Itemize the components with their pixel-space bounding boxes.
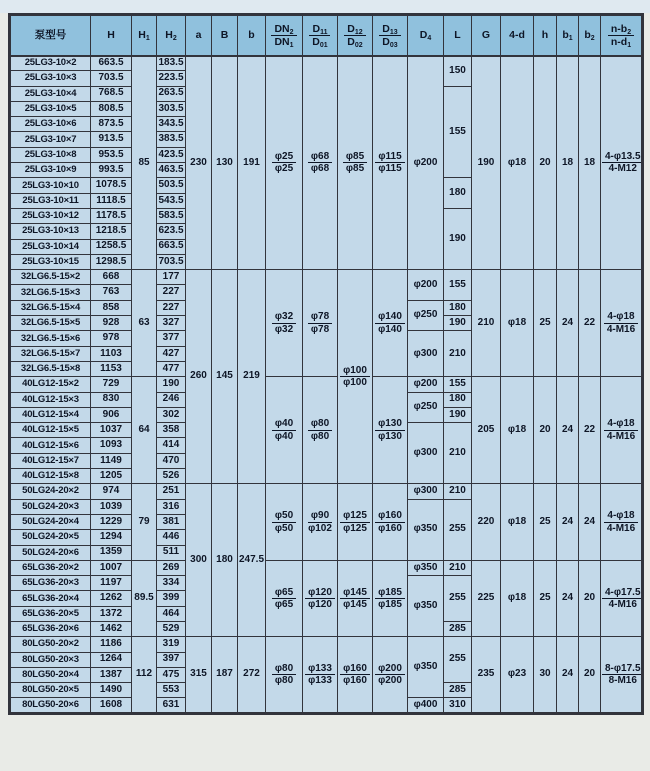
pump-model-cell: 25LG3-10×9 bbox=[10, 163, 91, 178]
spec-value-cell: 1103 bbox=[91, 346, 132, 361]
pump-model-cell: 25LG3-10×4 bbox=[10, 86, 91, 101]
pump-model-cell: 25LG3-10×15 bbox=[10, 254, 91, 269]
spec-value-cell: 155 bbox=[444, 86, 472, 178]
pump-model-cell: 65LG36-20×4 bbox=[10, 591, 91, 606]
pump-model-cell: 65LG36-20×5 bbox=[10, 606, 91, 621]
spec-value-cell: 334 bbox=[157, 576, 186, 591]
pump-model-cell: 32LG6.5-15×4 bbox=[10, 300, 91, 315]
spec-value-cell: 427 bbox=[157, 346, 186, 361]
spec-value-cell: 953.5 bbox=[91, 147, 132, 162]
spec-value-cell: 85 bbox=[132, 56, 157, 270]
spec-value-cell: $\frac{\varphi 65}{\varphi 65}$ bbox=[266, 560, 303, 636]
spec-value-cell: 255 bbox=[444, 499, 472, 560]
spec-value-cell: 1490 bbox=[91, 683, 132, 698]
pump-model-cell: 80LG50-20×4 bbox=[10, 667, 91, 682]
spec-value-cell: 631 bbox=[157, 698, 186, 713]
spec-value-cell: φ300 bbox=[408, 423, 444, 484]
spec-value-cell: 583.5 bbox=[157, 208, 186, 223]
spec-value-cell: 808.5 bbox=[91, 101, 132, 116]
spec-value-cell: 1372 bbox=[91, 606, 132, 621]
pump-spec-table bbox=[8, 13, 644, 715]
table-row bbox=[10, 484, 643, 499]
spec-value-cell: 526 bbox=[157, 469, 186, 484]
pump-model-cell: 80LG50-20×5 bbox=[10, 683, 91, 698]
spec-value-cell: 1608 bbox=[91, 698, 132, 713]
spec-value-cell: 993.5 bbox=[91, 163, 132, 178]
pump-model-cell: 50LG24-20×5 bbox=[10, 530, 91, 545]
spec-value-cell: 260 bbox=[186, 270, 212, 484]
spec-value-cell: 768.5 bbox=[91, 86, 132, 101]
pump-model-cell: 80LG50-20×2 bbox=[10, 637, 91, 652]
pump-model-cell: 25LG3-10×6 bbox=[10, 117, 91, 132]
spec-value-cell: $\frac{\varphi 185}{\varphi 185}$ bbox=[373, 560, 408, 636]
pump-model-cell: 32LG6.5-15×6 bbox=[10, 331, 91, 346]
spec-value-cell: 1262 bbox=[91, 591, 132, 606]
spec-value-cell: 227 bbox=[157, 300, 186, 315]
spec-value-cell: 230 bbox=[186, 56, 212, 270]
spec-value-cell: 190 bbox=[472, 56, 501, 270]
spec-value-cell: 251 bbox=[157, 484, 186, 499]
spec-value-cell: φ350 bbox=[408, 637, 444, 698]
table-row bbox=[10, 560, 643, 575]
spec-value-cell: φ18 bbox=[501, 270, 534, 377]
spec-value-cell: $\frac{\varphi 80}{\varphi 80}$ bbox=[266, 637, 303, 713]
spec-value-cell: 1037 bbox=[91, 423, 132, 438]
pump-model-cell: 25LG3-10×3 bbox=[10, 71, 91, 86]
pump-model-cell: 80LG50-20×3 bbox=[10, 652, 91, 667]
spec-value-cell: 22 bbox=[579, 270, 601, 377]
spec-value-cell: 20 bbox=[579, 560, 601, 636]
pump-model-cell: 32LG6.5-15×8 bbox=[10, 361, 91, 376]
pump-model-cell: 25LG3-10×14 bbox=[10, 239, 91, 254]
column-header-16: $b_1$ bbox=[557, 15, 579, 56]
spec-value-cell: 668 bbox=[91, 270, 132, 285]
spec-value-cell: $\frac{\varphi 160}{\varphi 160}$ bbox=[373, 484, 408, 560]
spec-value-cell: 246 bbox=[157, 392, 186, 407]
pump-model-cell: 25LG3-10×10 bbox=[10, 178, 91, 193]
spec-value-cell: 219 bbox=[238, 270, 266, 484]
spec-value-cell: $\frac{4-\varphi 13.5}{4-M12}$ bbox=[601, 56, 643, 270]
spec-value-cell: 1294 bbox=[91, 530, 132, 545]
spec-value-cell: 663.5 bbox=[157, 239, 186, 254]
spec-value-cell: 1205 bbox=[91, 469, 132, 484]
spec-value-cell: φ300 bbox=[408, 331, 444, 377]
spec-value-cell: $\frac{\varphi 25}{\varphi 25}$ bbox=[266, 56, 303, 270]
column-header-2: $H_1$ bbox=[132, 15, 157, 56]
spec-value-cell: 24 bbox=[557, 560, 579, 636]
column-header-1: H bbox=[91, 15, 132, 56]
spec-value-cell: 255 bbox=[444, 576, 472, 622]
spec-value-cell: 25 bbox=[534, 270, 557, 377]
spec-value-cell: 414 bbox=[157, 438, 186, 453]
spec-value-cell: $\frac{\varphi 85}{\varphi 85}$ bbox=[338, 56, 373, 270]
spec-value-cell: 703.5 bbox=[157, 254, 186, 269]
spec-value-cell: 30 bbox=[534, 637, 557, 713]
pump-model-cell: 40LG12-15×7 bbox=[10, 453, 91, 468]
spec-value-cell: 327 bbox=[157, 316, 186, 331]
spec-value-cell: 974 bbox=[91, 484, 132, 499]
column-header-6: b bbox=[238, 15, 266, 56]
column-header-8: $\frac{D_{11}}{D_{01}}$ bbox=[303, 15, 338, 56]
pump-model-cell: 32LG6.5-15×5 bbox=[10, 316, 91, 331]
spec-value-cell: $\frac{\varphi 133}{\varphi 133}$ bbox=[303, 637, 338, 713]
spec-value-cell: φ350 bbox=[408, 576, 444, 637]
spec-value-cell: 177 bbox=[157, 270, 186, 285]
spec-value-cell: $\frac{\varphi 140}{\varphi 140}$ bbox=[373, 270, 408, 377]
spec-value-cell: 906 bbox=[91, 407, 132, 422]
spec-value-cell: φ250 bbox=[408, 300, 444, 331]
spec-value-cell: 18 bbox=[557, 56, 579, 270]
spec-value-cell: 913.5 bbox=[91, 132, 132, 147]
table-row bbox=[10, 377, 643, 392]
spec-value-cell: 1178.5 bbox=[91, 208, 132, 223]
spec-value-cell: $\frac{4-\varphi 18}{4-M16}$ bbox=[601, 270, 643, 377]
column-header-14: 4-d bbox=[501, 15, 534, 56]
pump-model-cell: 40LG12-15×5 bbox=[10, 423, 91, 438]
spec-value-cell: 623.5 bbox=[157, 224, 186, 239]
spec-value-cell: 423.5 bbox=[157, 147, 186, 162]
spec-value-cell: 1153 bbox=[91, 361, 132, 376]
spec-value-cell: 1197 bbox=[91, 576, 132, 591]
spec-value-cell: 24 bbox=[557, 270, 579, 377]
table-row bbox=[10, 270, 643, 285]
spec-value-cell: 477 bbox=[157, 361, 186, 376]
spec-value-cell: 150 bbox=[444, 56, 472, 87]
spec-value-cell: 830 bbox=[91, 392, 132, 407]
spec-value-cell: 210 bbox=[444, 331, 472, 377]
spec-value-cell: φ350 bbox=[408, 499, 444, 560]
pump-model-cell: 25LG3-10×2 bbox=[10, 56, 91, 71]
spec-value-cell: 1298.5 bbox=[91, 254, 132, 269]
pump-model-cell: 80LG50-20×6 bbox=[10, 698, 91, 713]
spec-value-cell: 220 bbox=[472, 484, 501, 560]
spec-value-cell: $\frac{\varphi 68}{\varphi 68}$ bbox=[303, 56, 338, 270]
spec-value-cell: 446 bbox=[157, 530, 186, 545]
spec-value-cell: 1264 bbox=[91, 652, 132, 667]
spec-value-cell: 247.5 bbox=[238, 484, 266, 637]
table-row bbox=[10, 56, 643, 71]
spec-value-cell: 64 bbox=[132, 377, 157, 484]
column-header-18: $\frac{n-b_2}{n-d_1}$ bbox=[601, 15, 643, 56]
pump-model-cell: 65LG36-20×6 bbox=[10, 621, 91, 636]
spec-value-cell: $\frac{\varphi 120}{\varphi 120}$ bbox=[303, 560, 338, 636]
column-header-12: L bbox=[444, 15, 472, 56]
spec-value-cell: 180 bbox=[444, 392, 472, 407]
spec-value-cell: 1078.5 bbox=[91, 178, 132, 193]
spec-value-cell: $\frac{\varphi 32}{\varphi 32}$ bbox=[266, 270, 303, 377]
pump-model-cell: 40LG12-15×2 bbox=[10, 377, 91, 392]
page-top-margin bbox=[0, 0, 650, 13]
spec-value-cell: 272 bbox=[238, 637, 266, 713]
spec-value-cell: $\frac{\varphi 115}{\varphi 115}$ bbox=[373, 56, 408, 270]
spec-value-cell: 300 bbox=[186, 484, 212, 637]
spec-value-cell: 155 bbox=[444, 270, 472, 301]
table-row bbox=[10, 637, 643, 652]
spec-value-cell: 383.5 bbox=[157, 132, 186, 147]
spec-value-cell: 187 bbox=[212, 637, 238, 713]
pump-model-cell: 25LG3-10×12 bbox=[10, 208, 91, 223]
spec-value-cell: 1258.5 bbox=[91, 239, 132, 254]
spec-value-cell: $\frac{\varphi 145}{\varphi 145}$ bbox=[338, 560, 373, 636]
spec-value-cell: 255 bbox=[444, 637, 472, 683]
spec-value-cell: 24 bbox=[557, 484, 579, 560]
pump-model-cell: 25LG3-10×8 bbox=[10, 147, 91, 162]
spec-value-cell: φ200 bbox=[408, 270, 444, 301]
spec-value-cell: 316 bbox=[157, 499, 186, 514]
spec-value-cell: φ200 bbox=[408, 56, 444, 270]
spec-value-cell: 1118.5 bbox=[91, 193, 132, 208]
column-header-5: B bbox=[212, 15, 238, 56]
spec-value-cell: 358 bbox=[157, 423, 186, 438]
pump-model-cell: 32LG6.5-15×3 bbox=[10, 285, 91, 300]
pump-model-cell: 25LG3-10×7 bbox=[10, 132, 91, 147]
spec-value-cell: 397 bbox=[157, 652, 186, 667]
spec-value-cell: 663.5 bbox=[91, 56, 132, 71]
spec-value-cell: 112 bbox=[132, 637, 157, 713]
spec-value-cell: 227 bbox=[157, 285, 186, 300]
spec-value-cell: 553 bbox=[157, 683, 186, 698]
spec-value-cell: 18 bbox=[579, 56, 601, 270]
pump-model-cell: 65LG36-20×2 bbox=[10, 560, 91, 575]
spec-value-cell: 20 bbox=[534, 377, 557, 484]
spec-value-cell: 464 bbox=[157, 606, 186, 621]
spec-value-cell: $\frac{\varphi 90}{\varphi 102}$ bbox=[303, 484, 338, 560]
pump-model-cell: 32LG6.5-15×2 bbox=[10, 270, 91, 285]
spec-value-cell: 130 bbox=[212, 56, 238, 270]
spec-value-cell: 191 bbox=[238, 56, 266, 270]
spec-value-cell: $\frac{\varphi 200}{\varphi 200}$ bbox=[373, 637, 408, 713]
spec-value-cell: 319 bbox=[157, 637, 186, 652]
spec-value-cell: 503.5 bbox=[157, 178, 186, 193]
pump-model-cell: 25LG3-10×11 bbox=[10, 193, 91, 208]
pump-model-cell: 40LG12-15×3 bbox=[10, 392, 91, 407]
spec-value-cell: 235 bbox=[472, 637, 501, 713]
pump-model-cell: 40LG12-15×6 bbox=[10, 438, 91, 453]
spec-value-cell: 155 bbox=[444, 377, 472, 392]
spec-value-cell: 1229 bbox=[91, 514, 132, 529]
spec-value-cell: $\frac{\varphi 125}{\varphi 125}$ bbox=[338, 484, 373, 560]
spec-value-cell: 25 bbox=[534, 560, 557, 636]
column-header-0: 泵型号 bbox=[10, 15, 91, 56]
spec-value-cell: 285 bbox=[444, 683, 472, 698]
spec-value-cell: 24 bbox=[579, 484, 601, 560]
spec-value-cell: 399 bbox=[157, 591, 186, 606]
column-header-3: $H_2$ bbox=[157, 15, 186, 56]
spec-value-cell: φ250 bbox=[408, 392, 444, 423]
pump-model-cell: 40LG12-15×8 bbox=[10, 469, 91, 484]
spec-value-cell: 210 bbox=[444, 423, 472, 484]
spec-value-cell: 978 bbox=[91, 331, 132, 346]
spec-value-cell: φ300 bbox=[408, 484, 444, 499]
spec-value-cell: 1186 bbox=[91, 637, 132, 652]
spec-value-cell: 63 bbox=[132, 270, 157, 377]
spec-value-cell: 190 bbox=[444, 208, 472, 269]
column-header-11: $D_4$ bbox=[408, 15, 444, 56]
spec-value-cell: 20 bbox=[579, 637, 601, 713]
spec-value-cell: 223.5 bbox=[157, 71, 186, 86]
spec-value-cell: 190 bbox=[444, 407, 472, 422]
spec-value-cell: 763 bbox=[91, 285, 132, 300]
spec-value-cell: 205 bbox=[472, 377, 501, 484]
pump-model-cell: 25LG3-10×13 bbox=[10, 224, 91, 239]
spec-value-cell: φ200 bbox=[408, 377, 444, 392]
pump-model-cell: 25LG3-10×5 bbox=[10, 101, 91, 116]
spec-value-cell: φ350 bbox=[408, 560, 444, 575]
pump-model-cell: 50LG24-20×3 bbox=[10, 499, 91, 514]
spec-value-cell: 285 bbox=[444, 621, 472, 636]
spec-value-cell: $\frac{\varphi 50}{\varphi 50}$ bbox=[266, 484, 303, 560]
spec-value-cell: 145 bbox=[212, 270, 238, 484]
spec-value-cell: φ23 bbox=[501, 637, 534, 713]
spec-value-cell: $\frac{\varphi 78}{\varphi 78}$ bbox=[303, 270, 338, 377]
spec-value-cell: 1039 bbox=[91, 499, 132, 514]
spec-value-cell: 225 bbox=[472, 560, 501, 636]
spec-value-cell: 24 bbox=[557, 377, 579, 484]
spec-value-cell: 1093 bbox=[91, 438, 132, 453]
column-header-10: $\frac{D_{13}}{D_{03}}$ bbox=[373, 15, 408, 56]
spec-value-cell: 873.5 bbox=[91, 117, 132, 132]
spec-value-cell: 381 bbox=[157, 514, 186, 529]
spec-value-cell: φ400 bbox=[408, 698, 444, 713]
spec-value-cell: 475 bbox=[157, 667, 186, 682]
spec-value-cell: φ18 bbox=[501, 560, 534, 636]
spec-value-cell: 928 bbox=[91, 316, 132, 331]
spec-value-cell: $\frac{4-\varphi 17.5}{4-M16}$ bbox=[601, 560, 643, 636]
pump-model-cell: 65LG36-20×3 bbox=[10, 576, 91, 591]
spec-value-cell: 210 bbox=[444, 484, 472, 499]
pump-model-cell: 50LG24-20×4 bbox=[10, 514, 91, 529]
spec-value-cell: 1359 bbox=[91, 545, 132, 560]
spec-value-cell: $\frac{\varphi 130}{\varphi 130}$ bbox=[373, 377, 408, 484]
column-header-4: a bbox=[186, 15, 212, 56]
column-header-13: G bbox=[472, 15, 501, 56]
spec-value-cell: 210 bbox=[472, 270, 501, 377]
spec-value-cell: 190 bbox=[444, 316, 472, 331]
spec-value-cell: 263.5 bbox=[157, 86, 186, 101]
pump-model-cell: 40LG12-15×4 bbox=[10, 407, 91, 422]
spec-value-cell: 543.5 bbox=[157, 193, 186, 208]
spec-value-cell: 210 bbox=[444, 560, 472, 575]
spec-value-cell: $\frac{8-\varphi 17.5}{8-M16}$ bbox=[601, 637, 643, 713]
column-header-17: $b_2$ bbox=[579, 15, 601, 56]
spec-value-cell: 190 bbox=[157, 377, 186, 392]
spec-value-cell: $\frac{\varphi 40}{\varphi 40}$ bbox=[266, 377, 303, 484]
spec-value-cell: 25 bbox=[534, 484, 557, 560]
spec-value-cell: $\frac{\varphi 80}{\varphi 80}$ bbox=[303, 377, 338, 484]
catalog-page bbox=[8, 13, 641, 715]
spec-value-cell: 703.5 bbox=[91, 71, 132, 86]
spec-value-cell: 89.5 bbox=[132, 560, 157, 636]
spec-value-cell: 269 bbox=[157, 560, 186, 575]
column-header-15: h bbox=[534, 15, 557, 56]
spec-value-cell: φ18 bbox=[501, 484, 534, 560]
spec-value-cell: 1007 bbox=[91, 560, 132, 575]
table-body bbox=[10, 56, 643, 714]
spec-value-cell: 1387 bbox=[91, 667, 132, 682]
spec-value-cell: $\frac{4-\varphi 18}{4-M16}$ bbox=[601, 484, 643, 560]
spec-value-cell: 858 bbox=[91, 300, 132, 315]
pump-model-cell: 32LG6.5-15×7 bbox=[10, 346, 91, 361]
spec-value-cell: 303.5 bbox=[157, 101, 186, 116]
spec-value-cell: 1149 bbox=[91, 453, 132, 468]
spec-value-cell: 470 bbox=[157, 453, 186, 468]
spec-value-cell: 79 bbox=[132, 484, 157, 560]
spec-value-cell: 310 bbox=[444, 698, 472, 713]
spec-value-cell: 343.5 bbox=[157, 117, 186, 132]
pump-model-cell: 50LG24-20×6 bbox=[10, 545, 91, 560]
spec-value-cell: 315 bbox=[186, 637, 212, 713]
spec-value-cell: 24 bbox=[557, 637, 579, 713]
spec-value-cell: 1462 bbox=[91, 621, 132, 636]
spec-value-cell: $\frac{\varphi 100}{\varphi 100}$ bbox=[338, 270, 373, 484]
spec-value-cell: 180 bbox=[444, 178, 472, 209]
spec-value-cell: $\frac{\varphi 160}{\varphi 160}$ bbox=[338, 637, 373, 713]
column-header-7: $\frac{DN_2}{DN_1}$ bbox=[266, 15, 303, 56]
spec-value-cell: 22 bbox=[579, 377, 601, 484]
spec-value-cell: $\frac{4-\varphi 18}{4-M16}$ bbox=[601, 377, 643, 484]
spec-value-cell: 302 bbox=[157, 407, 186, 422]
spec-value-cell: 377 bbox=[157, 331, 186, 346]
spec-value-cell: 180 bbox=[212, 484, 238, 637]
spec-value-cell: 183.5 bbox=[157, 56, 186, 71]
spec-value-cell: 1218.5 bbox=[91, 224, 132, 239]
spec-value-cell: 463.5 bbox=[157, 163, 186, 178]
header-row bbox=[10, 15, 643, 56]
spec-value-cell: 511 bbox=[157, 545, 186, 560]
spec-value-cell: 529 bbox=[157, 621, 186, 636]
spec-value-cell: 180 bbox=[444, 300, 472, 315]
spec-value-cell: φ18 bbox=[501, 377, 534, 484]
spec-value-cell: φ18 bbox=[501, 56, 534, 270]
column-header-9: $\frac{D_{12}}{D_{02}}$ bbox=[338, 15, 373, 56]
spec-value-cell: 729 bbox=[91, 377, 132, 392]
spec-value-cell: 20 bbox=[534, 56, 557, 270]
pump-model-cell: 50LG24-20×2 bbox=[10, 484, 91, 499]
